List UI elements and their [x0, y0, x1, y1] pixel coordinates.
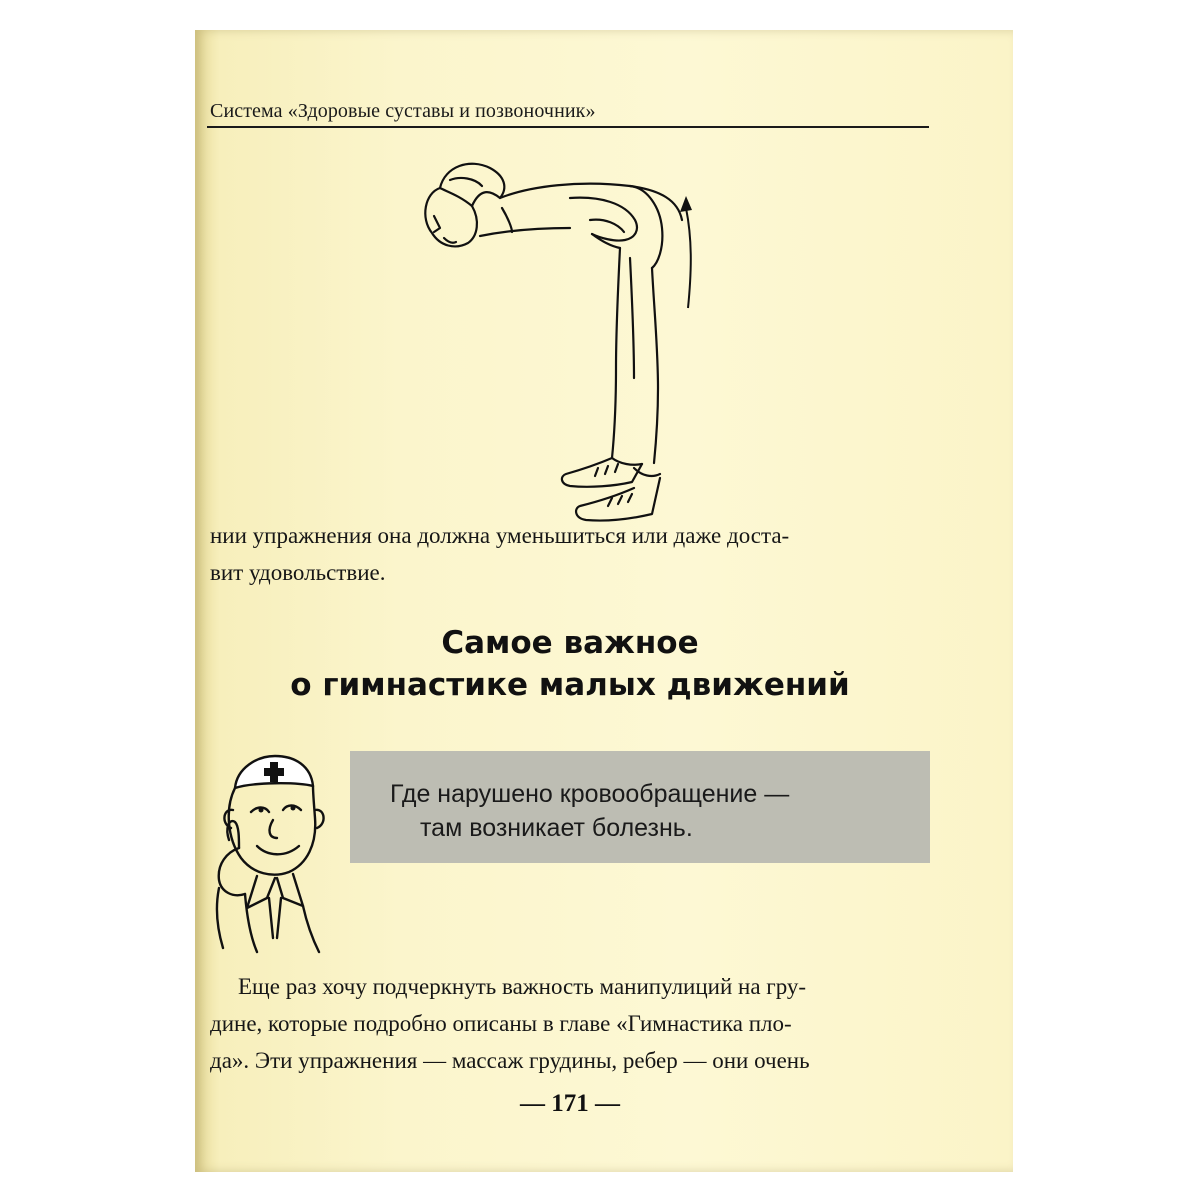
- callout-box: [350, 751, 930, 863]
- callout-line: там возникает болезнь.: [420, 814, 693, 842]
- callout-line: Где нарушено кровообращение —: [390, 780, 790, 808]
- section-title-line: Самое важное: [441, 625, 699, 661]
- text-line: Еще раз хочу подчеркнуть важность манипулиций на гру-: [238, 974, 807, 999]
- text-line: да». Эти упражнения — массаж грудины, ребер — они очень: [210, 1048, 810, 1073]
- page-number: — 171 —: [520, 1090, 620, 1117]
- paragraph: [210, 968, 930, 1079]
- text-line: дине, которые подробно описаны в главе «Гимнастика пло-: [210, 1011, 792, 1036]
- book-page: [195, 30, 1013, 1172]
- paragraph-continuation: [210, 517, 930, 591]
- header-rule: [207, 126, 929, 128]
- text-line: вит удовольствие.: [210, 560, 386, 585]
- running-header: Система «Здоровые суставы и позвоночник»: [210, 100, 596, 122]
- section-title: [210, 622, 930, 706]
- section-title-line: о гимнастике малых движений: [290, 667, 850, 703]
- doctor-cartoon-icon: [207, 748, 337, 954]
- text-line: нии упражнения она должна уменьшиться или даже доста-: [210, 523, 790, 548]
- bending-man-icon: [420, 158, 720, 538]
